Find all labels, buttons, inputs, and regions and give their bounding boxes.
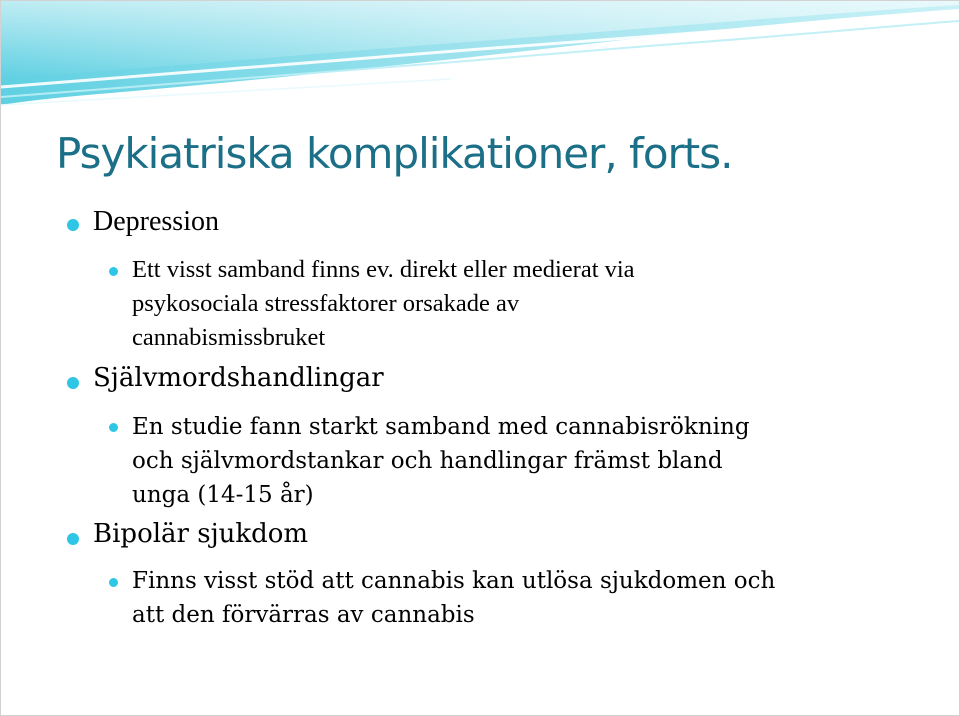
bullet-sjalvmordshandlingar: Självmordshandlingar <box>93 363 384 393</box>
text-line: Ett visst samband finns ev. direkt eller medierat via <box>132 256 635 283</box>
bullet-depression: Depression <box>93 206 219 237</box>
text-line: unga (14-15 år) <box>132 482 314 508</box>
header-wave-decoration <box>1 1 959 111</box>
text-line: psykosociala stressfaktorer orsakade av <box>132 290 520 317</box>
text-line: att den förvärras av cannabis <box>132 602 475 628</box>
text-line: och självmordstankar och handlingar främst bland <box>132 448 723 474</box>
sub-bullet-sjalvmord-text <box>132 410 750 512</box>
bullet-dot-icon <box>67 533 79 545</box>
sub-bullet-dot-icon <box>109 423 118 432</box>
sub-bullet-dot-icon <box>109 267 118 276</box>
text-line: En studie fann starkt samband med cannabisrökning <box>132 414 750 440</box>
sub-bullet-dot-icon <box>109 578 118 587</box>
bullet-bipolar-sjukdom: Bipolär sjukdom <box>93 519 309 549</box>
bullet-dot-icon <box>67 377 79 389</box>
text-line: cannabismissbruket <box>132 324 326 351</box>
sub-bullet-depression-text <box>132 253 635 355</box>
slide-title: Psykiatriska komplikationer, forts. <box>56 129 733 178</box>
bullet-dot-icon <box>67 219 79 231</box>
text-line: Finns visst stöd att cannabis kan utlösa sjukdomen och <box>132 568 776 594</box>
sub-bullet-bipolar-text <box>132 564 775 632</box>
